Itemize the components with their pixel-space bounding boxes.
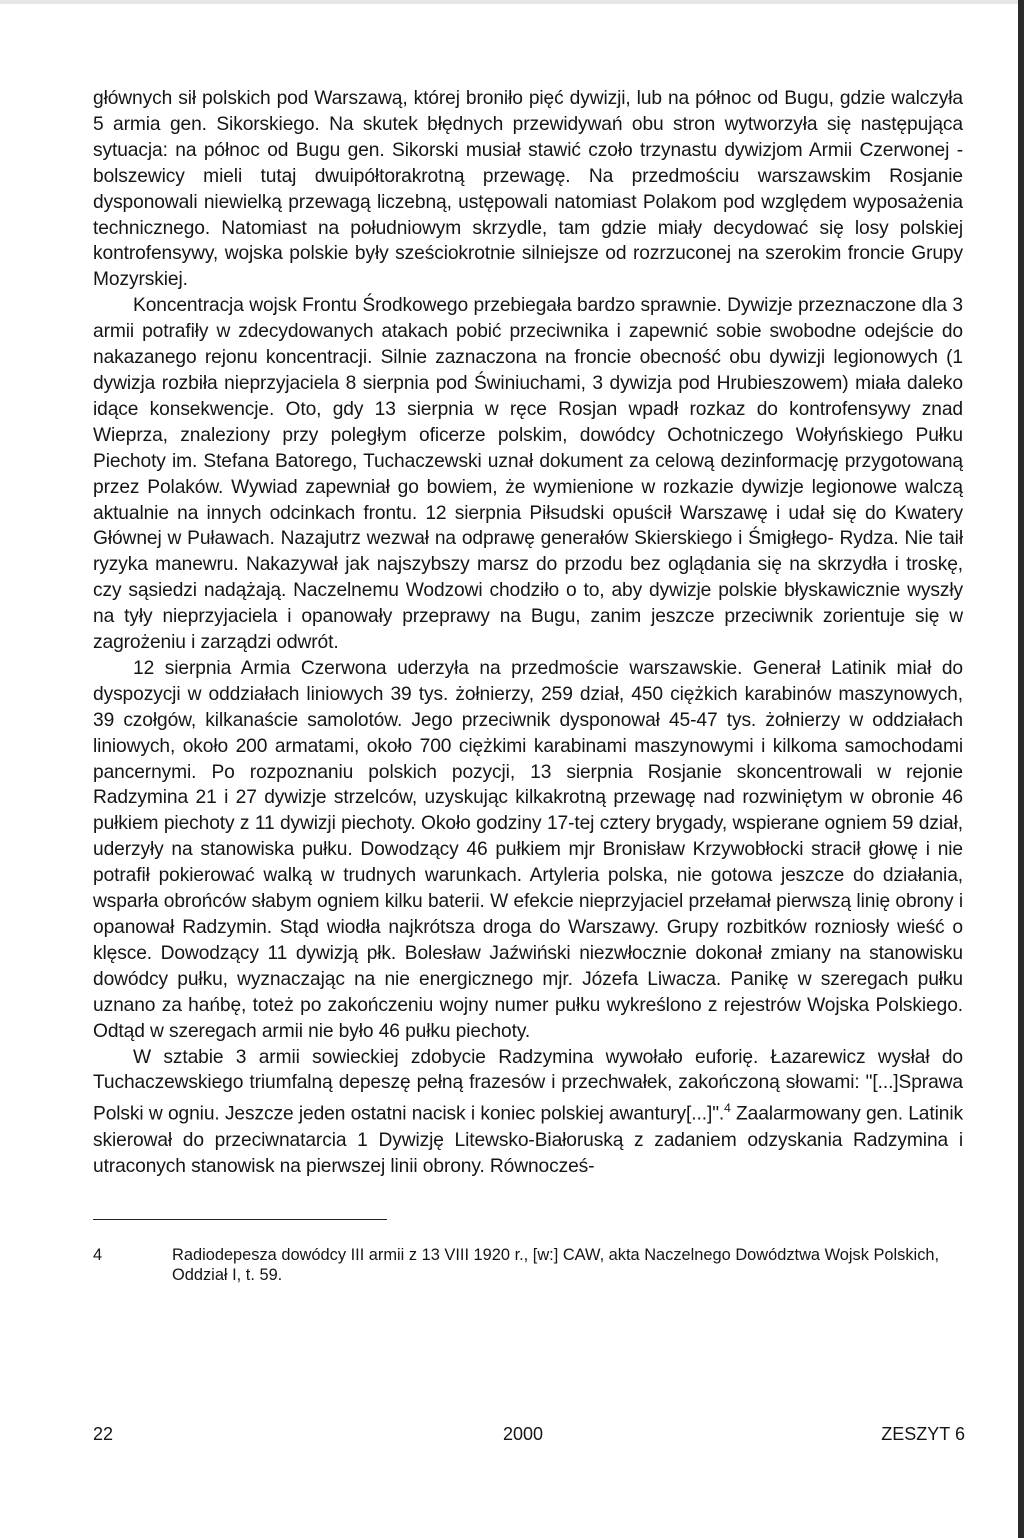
paragraph: Koncentracja wojsk Frontu Środkowego przebiegała bardzo sprawnie. Dywizje przeznaczone dla 3 armii potrafiły w zdecydowanych atakach pobić przeciwnika i zapewnić sobie swobodne odejście do nakazanego rejonu koncentracji. Silnie zaznaczona na froncie obecność obu dywizji legionowych (1 dywizja rozbiła nieprzyjaciela 8 sierpnia pod Świniuchami, 3 dywizja pod Hrubieszowem) miała daleko idące konsekwencje. Oto, gdy 13 sierpnia w ręce Rosjan wpadł rozkaz do kontrofensywy znad Wieprza, znaleziony przy poległym oficerze polskim, dowódcy Ochotniczego Wołyńskiego Pułku Piechoty im. Stefana Batorego, Tuchaczewski uznał dokument za celową dezinformację przygotowaną przez Polaków. Wywiad zapewniał go bowiem, że wymienione w rozkazie dywizje legionowe walczą aktualnie na innych odcinkach frontu. 12 sierpnia Piłsudski opuścił Warszawę i udał się do Kwatery Głównej w Puławach. Nazajutrz wezwał na odprawę generałów Skierskiego i Śmigłego- Rydza. Nie taił ryzyka manewru. Nakazywał jak najszybszy marsz do przodu bez oglądania się na skrzydła i troskę, czy sąsiedzi nadążają. Naczelnemu Wodzowi chodziło o to, aby dywizje polskie błyskawicznie wyszły na tyły nieprzyjaciela i opanowały przeprawy na Bugu, zanim jeszcze przeciwnik zorientuje się w zagrożeniu i zarządzi odwrót.	[93, 295, 963, 654]
footnote-separator	[93, 1219, 387, 1220]
article-body	[93, 86, 963, 1179]
paragraph: głównych sił polskich pod Warszawą, której broniło pięć dywizji, lub na północ od Bugu, gdzie walczyła 5 armia gen. Sikorskiego. Na skutek błędnych przewidywań obu stron wytworzyła się następująca sytuacja: na północ od Bugu gen. Sikorski musiał stawić czoło trzynastu dywizjom Armii Czerwonej - bolszewicy mieli tutaj dwuipółtorakrotną przewagę. Na przedmościu warszawskim Rosjanie dysponowali niewielką przewagą liczebną, ustępowali natomiast Polakom pod względem wyposażenia technicznego. Natomiast na południowym skrzydle, tam gdzie miały decydować się losy polskiej kontrofensywy, wojska polskie były sześciokrotnie silniejsze od rozrzuconej na szerokim froncie Grupy Mozyrskiej.	[93, 88, 963, 291]
publication-year: 2000	[503, 1424, 544, 1444]
page-footer	[93, 1424, 965, 1448]
footnote-reference[interactable]: 4	[724, 1101, 731, 1116]
paragraph-text-continued: Zaalarmowany gen. Latinik skierował do przeciwnatarcia 1 Dywizję Litewsko-Białoruską z zadaniem odzyskania Radzymina i utraconych stanowisk na pierwszej linii obrony. Równocześ-	[93, 1103, 964, 1177]
page-edge-shadow	[1018, 0, 1024, 1538]
paragraph: 12 sierpnia Armia Czerwona uderzyła na przedmoście warszawskie. Generał Latinik miał do dyspozycji w oddziałach liniowych 39 tys. żołnierzy, 259 dział, 450 ciężkich karabinów maszynowych, 39 czołgów, kilkanaście samolotów. Jego przeciwnik dysponował 45-47 tys. żołnierzy w oddziałach liniowych, około 200 armatami, około 700 ciężkimi karabinami maszynowymi i kilkoma samochodami pancernymi. Po rozpoznaniu polskich pozycji, 13 sierpnia Rosjanie skoncentrowali w rejonie Radzymina 21 i 27 dywizje strzelców, uzyskując kilkakrotną przewagę nad rozwiniętym w obronie 46 pułkiem piechoty z 11 dywizji piechoty. Około godziny 17-tej cztery brygady, wspierane ogniem 59 dział, uderzyły na stanowiska pułku. Dowodzący 46 pułkiem mjr Bronisław Krzywobłocki stracił głowę i nie potrafił pokierować walką w trudnych warunkach. Artyleria polska, nie gotowa jeszcze do działania, wsparła obrońców słabym ogniem kilku baterii. W efekcie nieprzyjaciel przełamał pierwszą linię obrony i opanował Radzymin. Stąd wiodła najkrótsza droga do Warszawy. Grupy rozbitków rozniosły wieść o klęsce. Dowodzący 11 dywizją płk. Bolesław Jaźwiński niezwłocznie dokonał zmiany na stanowisku dowódcy pułku, wyznaczając na nie energicznego mjr. Józefa Liwacza. Panikę w szeregach pułku uznano za hańbę, toteż po zakończeniu wojny numer pułku wykreślono z rejestrów Wojska Polskiego. Odtąd w szeregach armii nie było 46 pułku piechoty.	[93, 657, 963, 1042]
footnote	[93, 1245, 965, 1285]
footnote-number: 4	[93, 1246, 103, 1264]
page-top-shadow	[0, 0, 1024, 4]
footnote-text: Radiodepesza dowódcy III armii z 13 VIII 1920 r., [w:] CAW, akta Naczelnego Dowództwa Wojsk Polskich, Oddział I, t. 59.	[172, 1246, 940, 1284]
page-number: 22	[93, 1424, 114, 1444]
issue-label: ZESZYT 6	[881, 1424, 965, 1444]
paragraph	[93, 1045, 963, 1180]
paragraph-text: W sztabie 3 armii sowieckiej zdobycie Radzymina wywołało euforię. Łazarewicz wysłał do Tuchaczewskiego triumfalną depeszę pełną frazesów i przechwałek, zakończoną słowami: "[...]Sprawa Polski w ogniu. Jeszcze jeden ostatni nacisk i koniec polskiej awantury[...]".	[93, 1046, 963, 1125]
